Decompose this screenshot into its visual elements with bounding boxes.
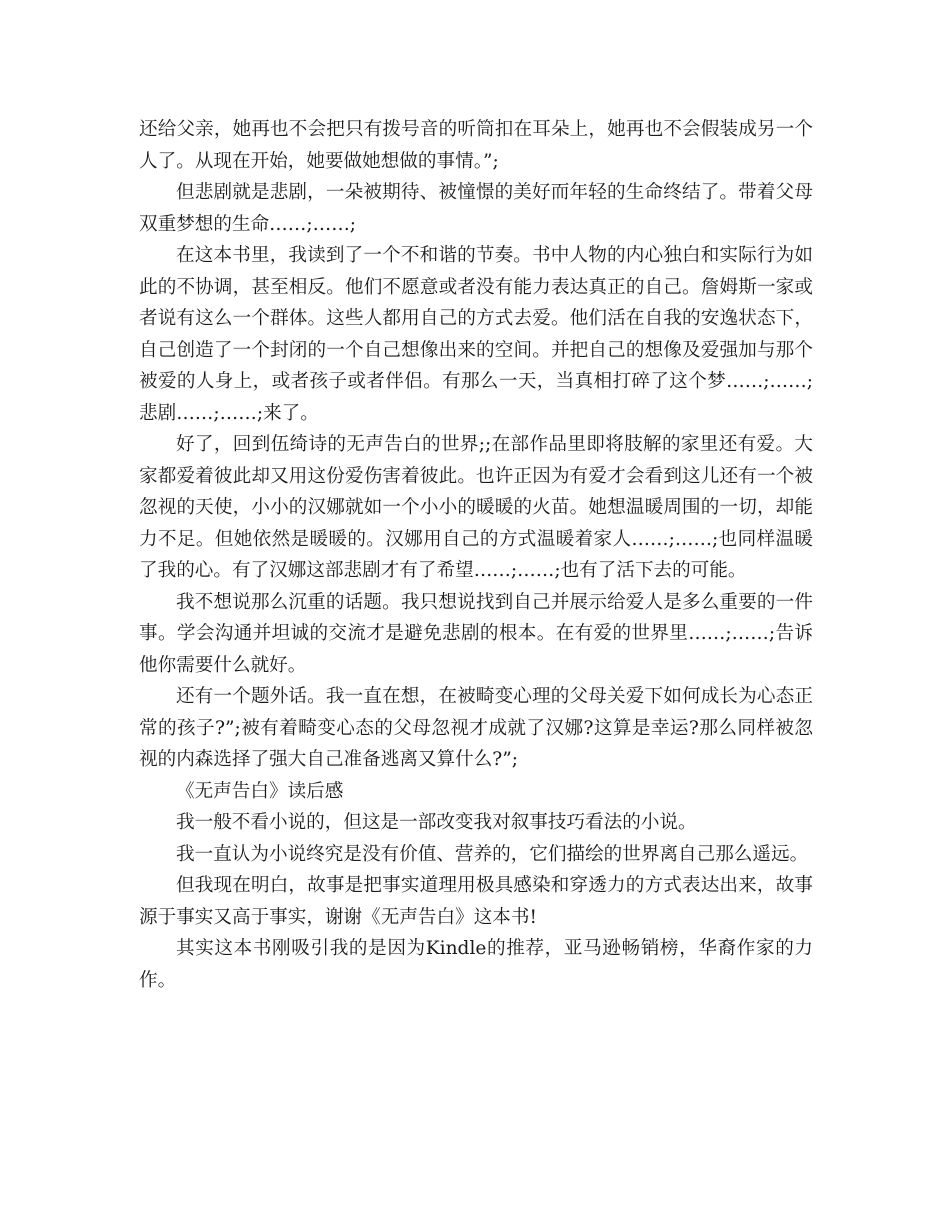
- paragraph-continuation: 还给父亲，她再也不会把只有拨号音的听筒扣在耳朵上，她再也不会假装成另一个人了。从现在开始，她要做她想做的事情。”;: [139, 119, 813, 172]
- paragraph: 我一直认为小说终究是没有价值、营养的，它们描绘的世界离自己那么遥远。: [176, 843, 809, 865]
- paragraph: 其实这本书刚吸引我的是因为Kindle的推荐，亚马逊畅销榜，华裔作家的力作。: [139, 938, 813, 991]
- paragraph: 我一般不看小说的，但这是一部改变我对叙事技巧看法的小说。: [176, 812, 697, 833]
- section-title: 《无声告白》读后感: [176, 780, 344, 802]
- paragraph: 还有一个题外话。我一直在想，在被畸变心理的父母关爱下如何成长为心态正常的孩子?”;被有着畸变心态的父母忽视才成就了汉娜?这算是幸运?那么同样被忽视的内森选择了强大自己准备逃离又算什么?”;: [139, 686, 813, 770]
- paragraph: 在这本书里，我读到了一个不和谐的节奏。书中人物的内心独白和实际行为如此的不协调，甚至相反。他们不愿意或者没有能力表达真正的自己。詹姆斯一家或者说有这么一个群体。这些人都用自己的方式去爱。他们活在自我的安逸状态下，自己创造了一个封闭的一个自己想像出来的空间。并把自己的想像及爱强加与那个被爱的人身上，或者孩子或者伴侣。有那么一天，当真相打碎了这个梦……;……;悲剧……;……;来了。: [139, 245, 813, 424]
- paragraph: 但悲剧就是悲剧，一朵被期待、被憧憬的美好而年轻的生命终结了。带着父母双重梦想的生命……;……;: [139, 182, 813, 235]
- document-body: [139, 114, 813, 996]
- paragraph: 但我现在明白，故事是把事实道理用极具感染和穿透力的方式表达出来，故事源于事实又高于事实，谢谢《无声告白》这本书!: [139, 875, 813, 928]
- paragraph: 我不想说那么沉重的话题。我只想说找到自己并展示给爱人是多么重要的一件事。学会沟通并坦诚的交流才是避免悲剧的根本。在有爱的世界里……;……;告诉他你需要什么就好。: [139, 591, 813, 676]
- paragraph: 好了，回到伍绮诗的无声告白的世界;;在部作品里即将肢解的家里还有爱。大家都爱着彼此却又用这份爱伤害着彼此。也许正因为有爱才会看到这儿还有一个被忽视的天使，小小的汉娜就如一个小小的暖暖的火苗。她想温暖周围的一切，却能力不足。但她依然是暖暖的。汉娜用自己的方式温暖着家人……;……;也同样温暖了我的心。有了汉娜这部悲剧才有了希望……;……;也有了活下去的可能。: [139, 434, 813, 581]
